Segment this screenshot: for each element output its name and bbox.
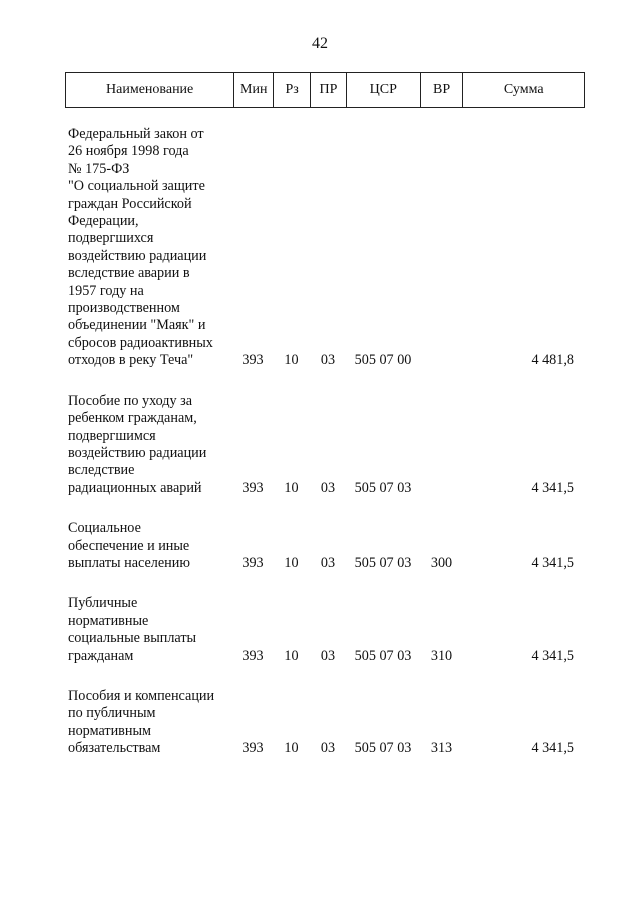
row-pr: 03 (320, 740, 336, 757)
row-pr: 03 (320, 647, 336, 664)
row-csr: 505 07 03 (354, 740, 412, 757)
row-min: 393 (242, 554, 264, 571)
table-body (65, 126, 585, 758)
header-sum: Сумма (462, 73, 584, 107)
row-name: Федеральный закон от 26 ноября 1998 года № 175-ФЗ "О социальной защите граждан Российской Федерации, подвергшихся воздействию радиации вследствие аварии в 1957 году на производственном объединении "Маяк" и сбросов радиоактивных отходов в реку Теча" (68, 126, 213, 369)
row-rz: 10 (284, 554, 299, 571)
table-row (65, 520, 585, 572)
row-sum: 4 341,5 (531, 554, 574, 571)
table-row (65, 126, 585, 370)
row-min: 393 (242, 352, 264, 369)
row-sum: 4 341,5 (531, 479, 574, 496)
row-pr: 03 (320, 479, 336, 496)
header-pr: ПР (310, 73, 346, 107)
row-csr: 505 07 03 (354, 554, 412, 571)
row-name: Социальное обеспечение и иные выплаты населению (68, 520, 190, 571)
row-rz: 10 (284, 647, 299, 664)
row-name: Пособия и компенсации по публичным нормативным обязательствам (68, 687, 215, 757)
row-csr: 505 07 00 (354, 352, 412, 369)
row-vr: 313 (430, 740, 453, 757)
row-csr: 505 07 03 (354, 647, 412, 664)
row-pr: 03 (320, 352, 336, 369)
row-csr: 505 07 03 (354, 479, 412, 496)
row-pr: 03 (320, 554, 336, 571)
header-vr: ВР (420, 73, 463, 107)
row-min: 393 (242, 479, 264, 496)
budget-table (65, 72, 585, 781)
table-row (65, 688, 585, 758)
row-vr: 310 (430, 647, 453, 664)
table-row (65, 393, 585, 497)
row-rz: 10 (284, 479, 299, 496)
row-min: 393 (242, 740, 264, 757)
row-rz: 10 (284, 352, 299, 369)
table-header (65, 72, 585, 108)
header-name: Наименование (106, 82, 194, 97)
header-min: Мин (233, 73, 273, 107)
header-rz: Рз (273, 73, 310, 107)
row-sum: 4 481,8 (531, 352, 574, 369)
row-sum: 4 341,5 (531, 740, 574, 757)
row-min: 393 (242, 647, 264, 664)
row-vr: 300 (430, 554, 453, 571)
table-row (65, 595, 585, 665)
row-sum: 4 341,5 (531, 647, 574, 664)
row-name: Пособие по уходу за ребенком гражданам, подвергшимся воздействию радиации вследствие радиационных аварий (68, 392, 207, 496)
page-number: 42 (312, 35, 328, 52)
row-rz: 10 (284, 740, 299, 757)
header-csr: ЦСР (346, 73, 420, 107)
row-name: Публичные нормативные социальные выплаты гражданам (68, 595, 197, 664)
